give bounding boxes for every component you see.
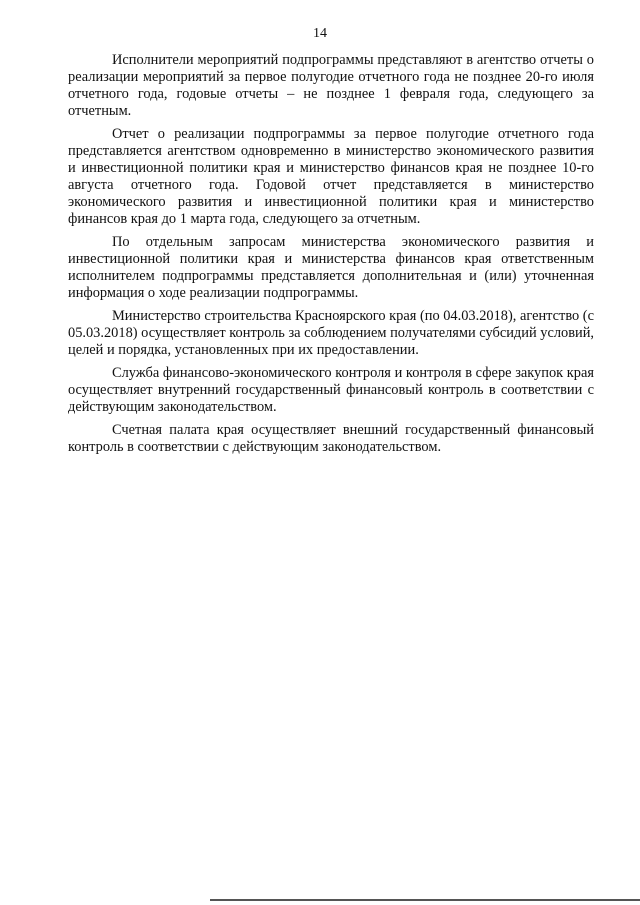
paragraph: Министерство строительства Красноярского края (по 04.03.2018), агентство (с 05.03.2018) осуществляет контроль за соблюдением получателями субсидий условий, целей и порядка, установленных при их предоставлении. xyxy=(68,308,594,358)
paragraph: Отчет о реализации подпрограммы за первое полугодие отчетного года представляется агентством одновременно в министерство экономического развития и инвестиционной политики края и министерство финансов края не позднее 10-го августа отчетного года. Годовой отчет представляется в министерство экономического развития и инвестиционной политики края и министерство финансов края до 1 марта года, следующего за отчетным. xyxy=(68,126,594,227)
paragraph: По отдельным запросам министерства экономического развития и инвестиционной политики края и министерства финансов края ответственным исполнителем подпрограммы представляется дополнительная и (или) уточненная информация о ходе реализации подпрограммы. xyxy=(68,234,594,301)
scan-edge-line xyxy=(210,899,640,901)
paragraph: Исполнители мероприятий подпрограммы представляют в агентство отчеты о реализации мероприятий за первое полугодие отчетного года не позднее 20-го июля отчетного года, годовые отчеты – не позднее 1 февраля года, следующего за отчетным. xyxy=(68,52,594,119)
paragraph: Счетная палата края осуществляет внешний государственный финансовый контроль в соответствии с действующим законодательством. xyxy=(68,422,594,455)
document-body xyxy=(68,52,594,462)
paragraph: Служба финансово-экономического контроля и контроля в сфере закупок края осуществляет внутренний государственный финансовый контроль в соответствии с действующим законодательством. xyxy=(68,365,594,415)
page-number: 14 xyxy=(313,26,327,41)
